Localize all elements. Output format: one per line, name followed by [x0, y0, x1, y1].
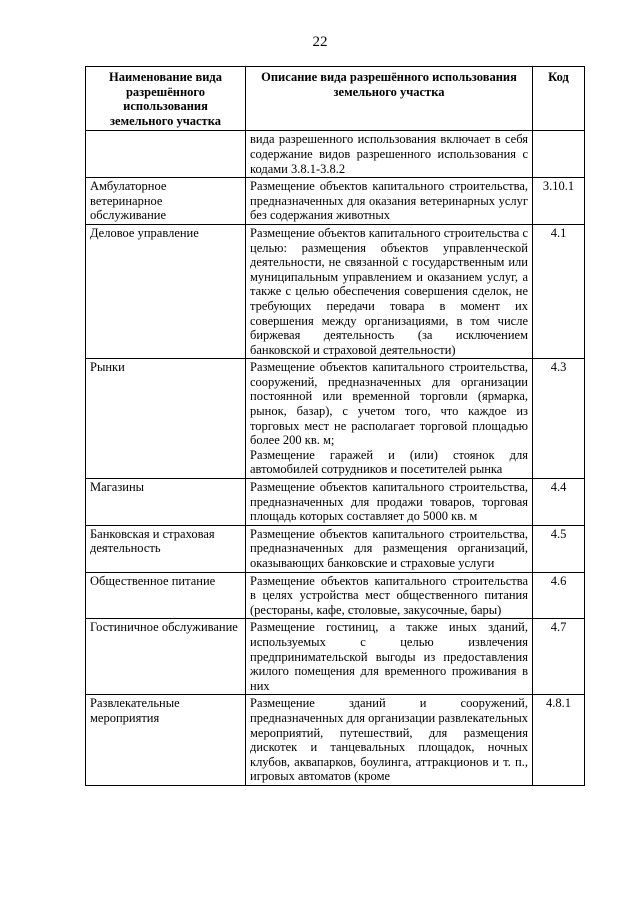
land-use-name-cell: Общественное питание [86, 572, 246, 619]
description-paragraph: вида разрешенного использования включает в себя содержание видов разрешенного использования с кодами 3.8.1-3.8.2 [250, 132, 528, 176]
land-use-description-cell [246, 224, 533, 358]
land-use-code-cell: 4.7 [533, 619, 585, 695]
land-use-description-cell [246, 479, 533, 526]
land-use-code-cell: 4.3 [533, 359, 585, 479]
header-description: Описание вида разрешённого использования земельного участка [246, 67, 533, 131]
description-paragraph: Размещение зданий и сооружений, предназначенных для организации развлекательных мероприятий, путешествий, для размещения дискотек и танцевальных площадок, ночных клубов, аквапарков, боулинга, аттракционов и т. п., игровых автоматов (кроме [250, 696, 528, 784]
description-paragraph: Размещение объектов капитального строительства, предназначенных для продажи товаров, торговая площадь которых составляет до 5000 кв. м [250, 480, 528, 524]
land-use-table [85, 66, 585, 786]
land-use-description-cell [246, 525, 533, 572]
land-use-code-cell: 3.10.1 [533, 178, 585, 225]
table-row [86, 178, 585, 225]
description-paragraph: Размещение объектов капитального строительства, сооружений, предназначенных для организации постоянной или временной торговли (ярмарка, рынок, базар), с учетом того, что каждое из торговых мест не располагает торговой площадью более 200 кв. м; [250, 360, 528, 448]
land-use-code-cell: 4.4 [533, 479, 585, 526]
land-use-name-cell: Деловое управление [86, 224, 246, 358]
land-use-description-cell [246, 359, 533, 479]
land-use-description-cell [246, 572, 533, 619]
land-use-description-cell [246, 131, 533, 178]
land-use-code-cell: 4.5 [533, 525, 585, 572]
land-use-description-cell [246, 695, 533, 786]
land-use-name-cell: Развлекательные мероприятия [86, 695, 246, 786]
land-use-name-cell: Рынки [86, 359, 246, 479]
header-code: Код [533, 67, 585, 131]
table-row [86, 525, 585, 572]
land-use-name-cell: Амбулаторное ветеринарное обслуживание [86, 178, 246, 225]
description-paragraph: Размещение объектов капитального строительства, предназначенных для оказания ветеринарных услуг без содержания животных [250, 179, 528, 223]
table-row [86, 224, 585, 358]
land-use-name-cell: Банковская и страховая деятельность [86, 525, 246, 572]
description-paragraph: Размещение объектов капитального строительства в целях устройства мест общественного питания (рестораны, кафе, столовые, закусочные, бары) [250, 573, 528, 617]
land-use-code-cell: 4.8.1 [533, 695, 585, 786]
header-name: Наименование вида разрешённого использования земельного участка [86, 67, 246, 131]
table-row [86, 572, 585, 619]
table-row [86, 695, 585, 786]
land-use-name-cell: Магазины [86, 479, 246, 526]
page-number: 22 [312, 34, 328, 50]
land-use-name-cell: Гостиничное обслуживание [86, 619, 246, 695]
description-paragraph: Размещение объектов капитального строительства с целью: размещения объектов управленческой деятельности, не связанной с государственным или муниципальным управлением и оказанием услуг, а также с целью обеспечения совершения сделок, не требующих передачи товара в момент их совершения между организациями, в том числе биржевая деятельность (за исключением банковской и страховой деятельности) [250, 225, 528, 357]
table-row [86, 359, 585, 479]
table-header-row [86, 67, 585, 131]
table-row [86, 619, 585, 695]
land-use-code-cell: 4.1 [533, 224, 585, 358]
description-paragraph: Размещение гостиниц, а также иных зданий, используемых с целью извлечения предпринимательской выгоды из предоставления жилого помещения для временного проживания в них [250, 620, 528, 693]
land-use-description-cell [246, 619, 533, 695]
table-row [86, 131, 585, 178]
land-use-description-cell [246, 178, 533, 225]
description-paragraph: Размещение гаражей и (или) стоянок для автомобилей сотрудников и посетителей рынка [250, 447, 528, 477]
table-body [86, 131, 585, 786]
table-row [86, 479, 585, 526]
land-use-name-cell [86, 131, 246, 178]
description-paragraph: Размещение объектов капитального строительства, предназначенных для размещения организаций, оказывающих банковские и страховые услуги [250, 526, 528, 570]
land-use-code-cell: 4.6 [533, 572, 585, 619]
land-use-code-cell [533, 131, 585, 178]
